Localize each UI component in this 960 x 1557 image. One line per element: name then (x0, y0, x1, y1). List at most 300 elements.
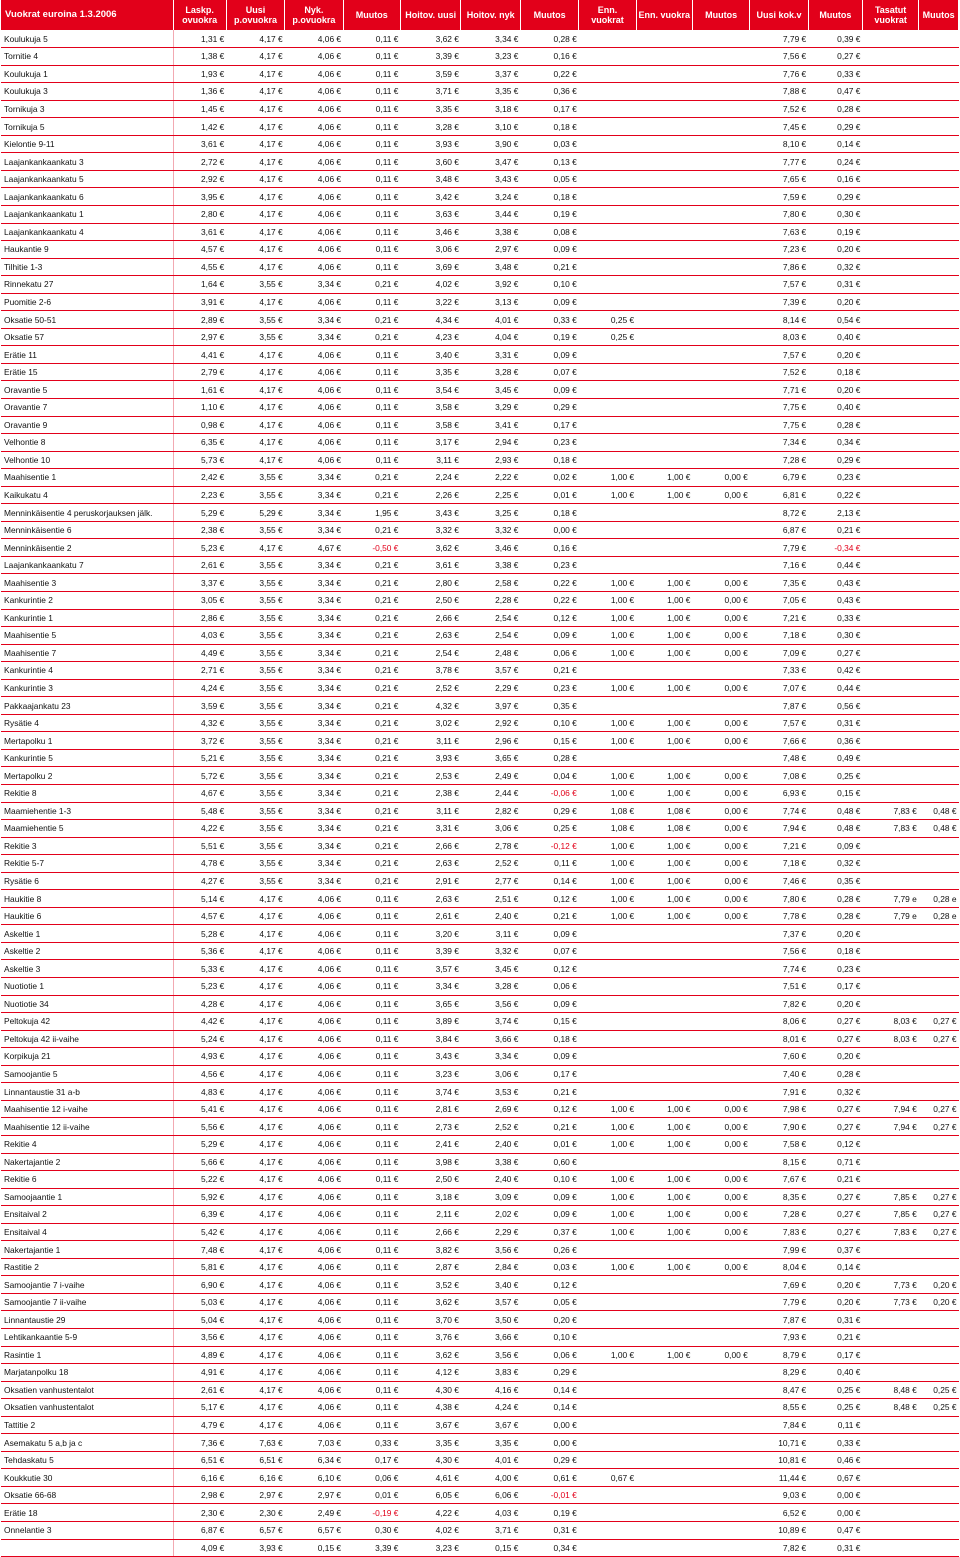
property-name-cell: Tilhitie 1-3 (1, 258, 173, 276)
value-cell (579, 978, 636, 996)
value-cell: 0,11 € (343, 30, 400, 48)
property-name-cell: Kankurintie 2 (1, 592, 173, 610)
value-cell: 8,10 € (750, 135, 808, 153)
value-cell: 0,98 € (173, 416, 226, 434)
value-cell: 0,37 € (808, 1241, 862, 1259)
value-cell: 4,89 € (173, 1346, 226, 1364)
value-cell: 0,06 € (520, 978, 578, 996)
col-hoitov-nyk: Hoitov. nyk (461, 0, 520, 30)
value-cell (636, 346, 692, 364)
value-cell: 0,27 € (808, 1188, 862, 1206)
value-cell (692, 100, 749, 118)
value-cell: 7,87 € (750, 1311, 808, 1329)
value-cell: 0,20 € (808, 1048, 862, 1066)
value-cell: 8,79 € (750, 1346, 808, 1364)
value-cell: 3,34 € (285, 802, 343, 820)
value-cell: 1,00 € (636, 609, 692, 627)
value-cell (692, 539, 749, 557)
value-cell: 7,33 € (750, 662, 808, 680)
value-cell (862, 521, 918, 539)
value-cell (919, 504, 959, 522)
value-cell: 4,06 € (285, 170, 343, 188)
value-cell (579, 1153, 636, 1171)
value-cell: 4,01 € (461, 1451, 520, 1469)
value-cell: 3,55 € (226, 486, 284, 504)
value-cell (579, 749, 636, 767)
value-cell (636, 1328, 692, 1346)
value-cell: 0,11 € (343, 1118, 400, 1136)
value-cell: 1,00 € (579, 890, 636, 908)
table-row (1, 1399, 959, 1417)
value-cell: 3,97 € (461, 697, 520, 715)
value-cell (636, 434, 692, 452)
value-cell: 2,61 € (173, 556, 226, 574)
value-cell (862, 118, 918, 136)
value-cell (579, 293, 636, 311)
value-cell: 4,17 € (226, 434, 284, 452)
value-cell: 3,62 € (400, 539, 460, 557)
value-cell (636, 416, 692, 434)
value-cell: 3,55 € (226, 592, 284, 610)
value-cell: 0,03 € (520, 1258, 578, 1276)
value-cell: 0,21 € (343, 855, 400, 873)
table-row (1, 539, 959, 557)
table-row (1, 1223, 959, 1241)
value-cell (636, 100, 692, 118)
value-cell: 3,90 € (461, 135, 520, 153)
value-cell: 3,34 € (285, 837, 343, 855)
value-cell: 0,11 € (343, 1258, 400, 1276)
value-cell: 0,27 € (808, 1118, 862, 1136)
value-cell (579, 363, 636, 381)
value-cell: 3,48 € (400, 170, 460, 188)
col-hoitov-uusi: Hoitov. uusi (400, 0, 460, 30)
value-cell: 4,06 € (285, 925, 343, 943)
table-row (1, 1346, 959, 1364)
value-cell: 4,06 € (285, 1223, 343, 1241)
value-cell: 4,17 € (226, 30, 284, 48)
value-cell: 1,36 € (173, 83, 226, 101)
table-row (1, 609, 959, 627)
value-cell: 2,44 € (461, 785, 520, 803)
value-cell (862, 995, 918, 1013)
value-cell (862, 960, 918, 978)
value-cell: 7,39 € (750, 293, 808, 311)
value-cell: 0,11 € (343, 188, 400, 206)
table-row (1, 241, 959, 259)
value-cell: 4,06 € (285, 30, 343, 48)
table-row (1, 1048, 959, 1066)
value-cell: 1,00 € (579, 609, 636, 627)
value-cell: 0,44 € (808, 556, 862, 574)
value-cell: 4,17 € (226, 398, 284, 416)
value-cell (579, 1328, 636, 1346)
value-cell: 1,42 € (173, 118, 226, 136)
value-cell: 4,34 € (400, 311, 460, 329)
property-name-cell: Ensitaival 2 (1, 1206, 173, 1224)
col-uusi-kokv: Uusi kok.v (750, 0, 808, 30)
value-cell: 0,23 € (520, 679, 578, 697)
value-cell (862, 1171, 918, 1189)
value-cell: 0,18 € (520, 188, 578, 206)
value-cell: 0,28 € (520, 30, 578, 48)
col-tasatut-vuokrat: Tasatut vuokrat (862, 0, 918, 30)
value-cell: 7,94 € (750, 820, 808, 838)
value-cell (919, 679, 959, 697)
table-row (1, 170, 959, 188)
value-cell: 4,17 € (226, 1100, 284, 1118)
property-name-cell: Oksatie 66-68 (1, 1486, 173, 1504)
value-cell: 4,78 € (173, 855, 226, 873)
value-cell: 6,52 € (750, 1504, 808, 1522)
value-cell: 1,00 € (579, 469, 636, 487)
property-name-cell: Tehdaskatu 5 (1, 1451, 173, 1469)
value-cell (919, 1171, 959, 1189)
table-row (1, 100, 959, 118)
value-cell (579, 539, 636, 557)
value-cell: 7,63 € (750, 223, 808, 241)
col-enn-vuokrat: Enn. vuokrat (579, 0, 636, 30)
value-cell: 3,47 € (461, 153, 520, 171)
value-cell: 7,79 € (750, 1293, 808, 1311)
value-cell (862, 1346, 918, 1364)
value-cell: 1,00 € (636, 785, 692, 803)
value-cell: 0,11 € (343, 1083, 400, 1101)
value-cell (636, 135, 692, 153)
property-name-cell: Korpikuja 21 (1, 1048, 173, 1066)
property-name-cell: Maamiehentie 1-3 (1, 802, 173, 820)
value-cell: 0,18 € (520, 451, 578, 469)
value-cell: 2,58 € (461, 574, 520, 592)
value-cell: 4,22 € (173, 820, 226, 838)
value-cell: 4,06 € (285, 223, 343, 241)
value-cell (862, 609, 918, 627)
value-cell: 4,06 € (285, 1258, 343, 1276)
value-cell: 0,20 € (808, 381, 862, 399)
value-cell (636, 1153, 692, 1171)
value-cell (692, 241, 749, 259)
value-cell: 7,67 € (750, 1171, 808, 1189)
table-row (1, 942, 959, 960)
value-cell: 3,34 € (285, 486, 343, 504)
value-cell (862, 328, 918, 346)
value-cell (692, 135, 749, 153)
value-cell (636, 188, 692, 206)
value-cell: 4,83 € (173, 1083, 226, 1101)
value-cell (636, 1521, 692, 1539)
value-cell: 3,34 € (400, 978, 460, 996)
value-cell: 0,31 € (808, 714, 862, 732)
value-cell: 4,06 € (285, 1241, 343, 1259)
value-cell: 1,00 € (636, 1258, 692, 1276)
value-cell (862, 1241, 918, 1259)
value-cell (919, 1416, 959, 1434)
value-cell (636, 1083, 692, 1101)
value-cell (579, 556, 636, 574)
value-cell: 3,35 € (400, 363, 460, 381)
value-cell: 3,34 € (285, 872, 343, 890)
value-cell: 0,22 € (520, 592, 578, 610)
value-cell (919, 100, 959, 118)
value-cell (579, 1451, 636, 1469)
value-cell: 3,24 € (461, 188, 520, 206)
value-cell (862, 697, 918, 715)
value-cell: 7,71 € (750, 381, 808, 399)
table-row (1, 1521, 959, 1539)
value-cell (579, 697, 636, 715)
table-row (1, 907, 959, 925)
value-cell: 0,21 € (808, 1328, 862, 1346)
value-cell: 3,59 € (173, 697, 226, 715)
value-cell: 3,39 € (400, 942, 460, 960)
value-cell: 3,55 € (226, 767, 284, 785)
value-cell (636, 363, 692, 381)
value-cell (919, 241, 959, 259)
value-cell (636, 258, 692, 276)
value-cell: 3,56 € (461, 1346, 520, 1364)
value-cell: 2,52 € (461, 1118, 520, 1136)
value-cell: 3,55 € (226, 855, 284, 873)
value-cell: 3,55 € (226, 627, 284, 645)
value-cell: 3,67 € (461, 1416, 520, 1434)
value-cell: 0,47 € (808, 1521, 862, 1539)
value-cell: 1,38 € (173, 48, 226, 66)
value-cell: 4,06 € (285, 942, 343, 960)
property-name-cell: Tattitie 2 (1, 1416, 173, 1434)
value-cell (636, 118, 692, 136)
value-cell (636, 1504, 692, 1522)
value-cell: 0,22 € (520, 65, 578, 83)
property-name-cell: Kankurintie 1 (1, 609, 173, 627)
value-cell (692, 205, 749, 223)
value-cell (692, 1364, 749, 1382)
value-cell (919, 276, 959, 294)
value-cell: 3,55 € (226, 872, 284, 890)
value-cell (692, 1030, 749, 1048)
value-cell (579, 1276, 636, 1294)
value-cell: 8,03 € (862, 1013, 918, 1031)
value-cell: 1,00 € (579, 1100, 636, 1118)
value-cell (862, 679, 918, 697)
value-cell: 3,37 € (461, 65, 520, 83)
value-cell: 0,39 € (808, 30, 862, 48)
value-cell: 4,17 € (226, 1048, 284, 1066)
value-cell: 1,00 € (636, 732, 692, 750)
value-cell: 0,23 € (520, 434, 578, 452)
value-cell (862, 469, 918, 487)
value-cell: 2,97 € (173, 328, 226, 346)
value-cell: 2,80 € (173, 205, 226, 223)
value-cell: 3,11 € (400, 732, 460, 750)
value-cell: 0,21 € (343, 627, 400, 645)
value-cell: 0,25 € (520, 820, 578, 838)
value-cell: 0,21 € (343, 802, 400, 820)
value-cell: 5,22 € (173, 1171, 226, 1189)
value-cell: 4,06 € (285, 978, 343, 996)
value-cell (636, 293, 692, 311)
value-cell: 3,32 € (461, 521, 520, 539)
value-cell: 5,42 € (173, 1223, 226, 1241)
value-cell (636, 311, 692, 329)
value-cell: 0,48 € (808, 802, 862, 820)
table-row (1, 662, 959, 680)
value-cell (862, 1311, 918, 1329)
value-cell: 0,17 € (520, 416, 578, 434)
property-name-cell: Maamiehentie 5 (1, 820, 173, 838)
value-cell: 0,16 € (808, 170, 862, 188)
value-cell: 0,40 € (808, 398, 862, 416)
value-cell: 3,34 € (285, 276, 343, 294)
value-cell: 2,26 € (400, 486, 460, 504)
value-cell: 3,93 € (400, 749, 460, 767)
value-cell: 7,93 € (750, 1328, 808, 1346)
value-cell: 1,00 € (579, 574, 636, 592)
value-cell: 0,14 € (808, 135, 862, 153)
value-cell: 3,09 € (461, 1188, 520, 1206)
value-cell: 0,05 € (520, 170, 578, 188)
value-cell: 0,11 € (343, 1223, 400, 1241)
value-cell: 3,11 € (400, 451, 460, 469)
value-cell: 4,27 € (173, 872, 226, 890)
value-cell: 0,22 € (520, 574, 578, 592)
value-cell: 7,87 € (750, 697, 808, 715)
value-cell: 0,25 € (919, 1381, 959, 1399)
value-cell: 3,55 € (226, 837, 284, 855)
value-cell: 4,06 € (285, 1416, 343, 1434)
value-cell: 3,23 € (400, 1065, 460, 1083)
value-cell (579, 1539, 636, 1557)
value-cell (692, 1521, 749, 1539)
value-cell: 0,67 € (579, 1469, 636, 1487)
value-cell: 0,00 € (692, 837, 749, 855)
value-cell: 7,63 € (226, 1434, 284, 1452)
value-cell: 4,57 € (173, 241, 226, 259)
value-cell: 9,03 € (750, 1486, 808, 1504)
value-cell: 0,21 € (343, 469, 400, 487)
property-name-cell: Samoojaantie 1 (1, 1188, 173, 1206)
value-cell (579, 1504, 636, 1522)
value-cell: 4,17 € (226, 1276, 284, 1294)
value-cell: 0,14 € (808, 1258, 862, 1276)
property-name-cell: Maahisentie 7 (1, 644, 173, 662)
value-cell: 7,66 € (750, 732, 808, 750)
value-cell (862, 1048, 918, 1066)
value-cell (692, 30, 749, 48)
value-cell (862, 30, 918, 48)
value-cell: 0,11 € (343, 1276, 400, 1294)
value-cell (862, 83, 918, 101)
value-cell: 2,86 € (173, 609, 226, 627)
value-cell: 0,33 € (808, 65, 862, 83)
value-cell: 3,55 € (226, 662, 284, 680)
value-cell: 0,20 € (919, 1293, 959, 1311)
value-cell: 0,30 € (808, 627, 862, 645)
value-cell: 7,21 € (750, 837, 808, 855)
value-cell: 7,85 € (862, 1206, 918, 1224)
table-row (1, 872, 959, 890)
value-cell: 4,17 € (226, 346, 284, 364)
property-name-cell: Koulukuja 5 (1, 30, 173, 48)
value-cell: 0,15 € (520, 732, 578, 750)
value-cell: 0,00 € (692, 574, 749, 592)
value-cell: 1,00 € (636, 872, 692, 890)
value-cell: 7,94 € (862, 1118, 918, 1136)
value-cell: 0,21 € (343, 486, 400, 504)
value-cell: 0,21 € (520, 258, 578, 276)
value-cell (862, 223, 918, 241)
property-name-cell: Velhontie 8 (1, 434, 173, 452)
value-cell: 0,10 € (520, 1328, 578, 1346)
value-cell: 4,17 € (226, 1328, 284, 1346)
property-name-cell: Laajankankaankatu 6 (1, 188, 173, 206)
col-nyk-povuokra: Nyk. p.ovuokra (285, 0, 343, 30)
property-name-cell: Askeltie 2 (1, 942, 173, 960)
value-cell: 6,06 € (461, 1486, 520, 1504)
value-cell: 0,00 € (692, 644, 749, 662)
value-cell: 2,66 € (400, 1223, 460, 1241)
value-cell: 4,17 € (226, 995, 284, 1013)
value-cell (579, 1399, 636, 1417)
value-cell: 4,06 € (285, 434, 343, 452)
value-cell (692, 258, 749, 276)
value-cell (919, 48, 959, 66)
table-row (1, 1293, 959, 1311)
table-row (1, 714, 959, 732)
value-cell: 4,17 € (226, 1416, 284, 1434)
value-cell: 0,29 € (520, 398, 578, 416)
value-cell: 0,36 € (808, 732, 862, 750)
value-cell: 2,28 € (461, 592, 520, 610)
value-cell: 7,85 € (862, 1188, 918, 1206)
table-row (1, 363, 959, 381)
value-cell: 0,20 € (520, 1311, 578, 1329)
value-cell (579, 1416, 636, 1434)
value-cell: 0,11 € (343, 890, 400, 908)
value-cell: 3,18 € (461, 100, 520, 118)
property-name-cell: Maahisentie 12 i-vaihe (1, 1100, 173, 1118)
value-cell: 4,57 € (173, 907, 226, 925)
table-row (1, 1153, 959, 1171)
property-name-cell: Rekitie 5-7 (1, 855, 173, 873)
value-cell: 4,17 € (226, 1293, 284, 1311)
value-cell: 0,11 € (343, 100, 400, 118)
value-cell: 0,20 € (808, 995, 862, 1013)
value-cell: 0,21 € (343, 311, 400, 329)
value-cell: 4,17 € (226, 1241, 284, 1259)
value-cell: 0,25 € (808, 1399, 862, 1417)
value-cell: 3,02 € (400, 714, 460, 732)
value-cell: 0,27 € (919, 1223, 959, 1241)
value-cell (862, 346, 918, 364)
value-cell: 1,08 € (636, 802, 692, 820)
value-cell: 4,06 € (285, 1399, 343, 1417)
value-cell (636, 556, 692, 574)
value-cell: 4,06 € (285, 995, 343, 1013)
value-cell: 0,00 € (692, 1206, 749, 1224)
table-row (1, 504, 959, 522)
value-cell: 4,06 € (285, 1171, 343, 1189)
value-cell: 0,10 € (520, 714, 578, 732)
value-cell: 5,23 € (173, 539, 226, 557)
value-cell: 7,05 € (750, 592, 808, 610)
value-cell (862, 942, 918, 960)
value-cell (862, 978, 918, 996)
col-muutos-2: Muutos (520, 0, 578, 30)
value-cell (862, 767, 918, 785)
value-cell (579, 1083, 636, 1101)
value-cell: 4,17 € (226, 1364, 284, 1382)
value-cell: 3,06 € (461, 820, 520, 838)
